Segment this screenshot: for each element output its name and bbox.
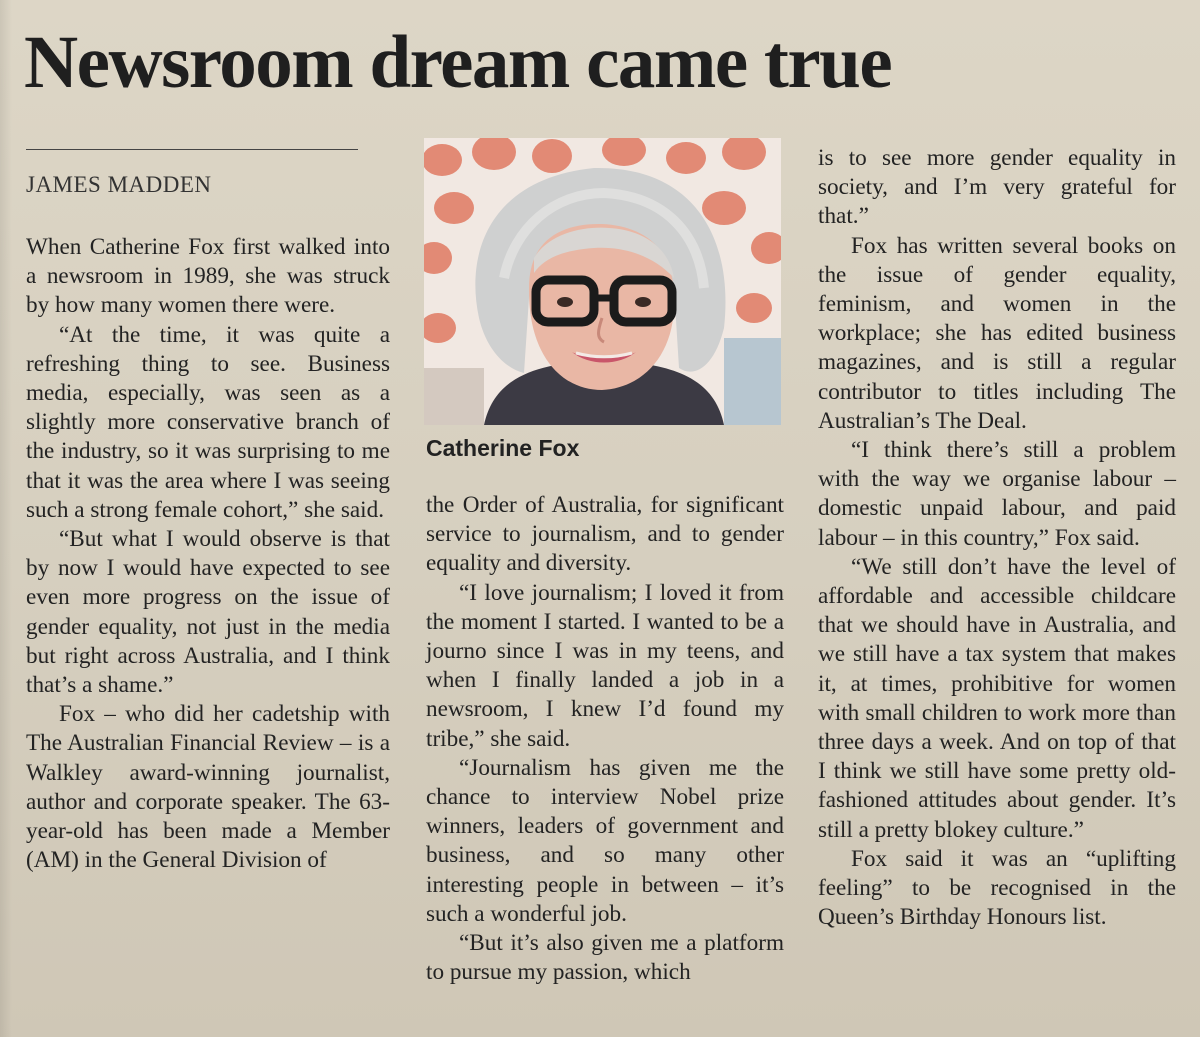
headline: Newsroom dream came true <box>24 21 892 104</box>
paragraph: Fox has written several books on the issue of gender equality, feminism, and women in the workplace; she has edited business magazines, and is still a regular contributor to titles including The Australian’s The Deal. <box>818 232 1176 434</box>
paragraph: is to see more gender equality in society, and I’m very grateful for that.” <box>818 145 1176 230</box>
paragraph: Fox said it was an “uplifting feeling” to be recognised in the Queen’s Birthday Honours list. <box>818 845 1176 931</box>
article-column-1 <box>26 233 390 875</box>
portrait-photo <box>424 138 781 425</box>
paragraph: “At the time, it was quite a refreshing thing to see. Business media, especially, was seen as a slightly more conservative branch of the industry, so it was surprising to me that it was the area where I was seeing such a strong female cohort,” she said. <box>26 321 390 523</box>
paragraph: When Catherine Fox first walked into a newsroom in 1989, she was struck by how many women there were. <box>26 234 390 319</box>
paragraph: “I love journalism; I loved it from the moment I started. I wanted to be a journo since I was in my teens, and when I finally landed a job in a newsroom, I knew I’d found my tribe,” she said. <box>426 579 784 752</box>
paragraph: “We still don’t have the level of affordable and accessible childcare that we should have in Australia, and we still have a tax system that makes it, at times, prohibitive for women with small children to work more than three days a week. And on top of that I think we still have some pretty old-fashioned attitudes about gender. It’s still a pretty blokey culture.” <box>818 553 1176 843</box>
paragraph: the Order of Australia, for significant service to journalism, and to gender equality and diversity. <box>426 492 784 577</box>
photo-caption: Catherine Fox <box>426 435 580 461</box>
article-column-3 <box>818 144 1176 932</box>
byline: JAMES MADDEN <box>26 172 212 197</box>
portrait-illustration <box>424 138 781 425</box>
byline-rule <box>26 149 358 150</box>
paragraph: “I think there’s still a problem with the way we organise labour – domestic unpaid labour, and paid labour – in this country,” Fox said. <box>818 437 1176 551</box>
paragraph: Fox – who did her cadetship with The Australian Financial Review – is a Walkley award-winning journalist, author and corporate speaker. The 63-year-old has been made a Member (AM) in the General Division of <box>26 701 390 874</box>
paragraph: “Journalism has given me the chance to interview Nobel prize winners, leaders of government and business, and so many other interesting people in between – it’s such a wonderful job. <box>426 754 784 927</box>
paragraph: “But it’s also given me a platform to pursue my passion, which <box>426 930 784 986</box>
page-shadow <box>0 0 12 1037</box>
paragraph: “But what I would observe is that by now I would have expected to see even more progress on the issue of gender equality, not just in the media but right across Australia, and I think that’s a shame.” <box>26 526 390 699</box>
article-column-2 <box>426 491 784 987</box>
